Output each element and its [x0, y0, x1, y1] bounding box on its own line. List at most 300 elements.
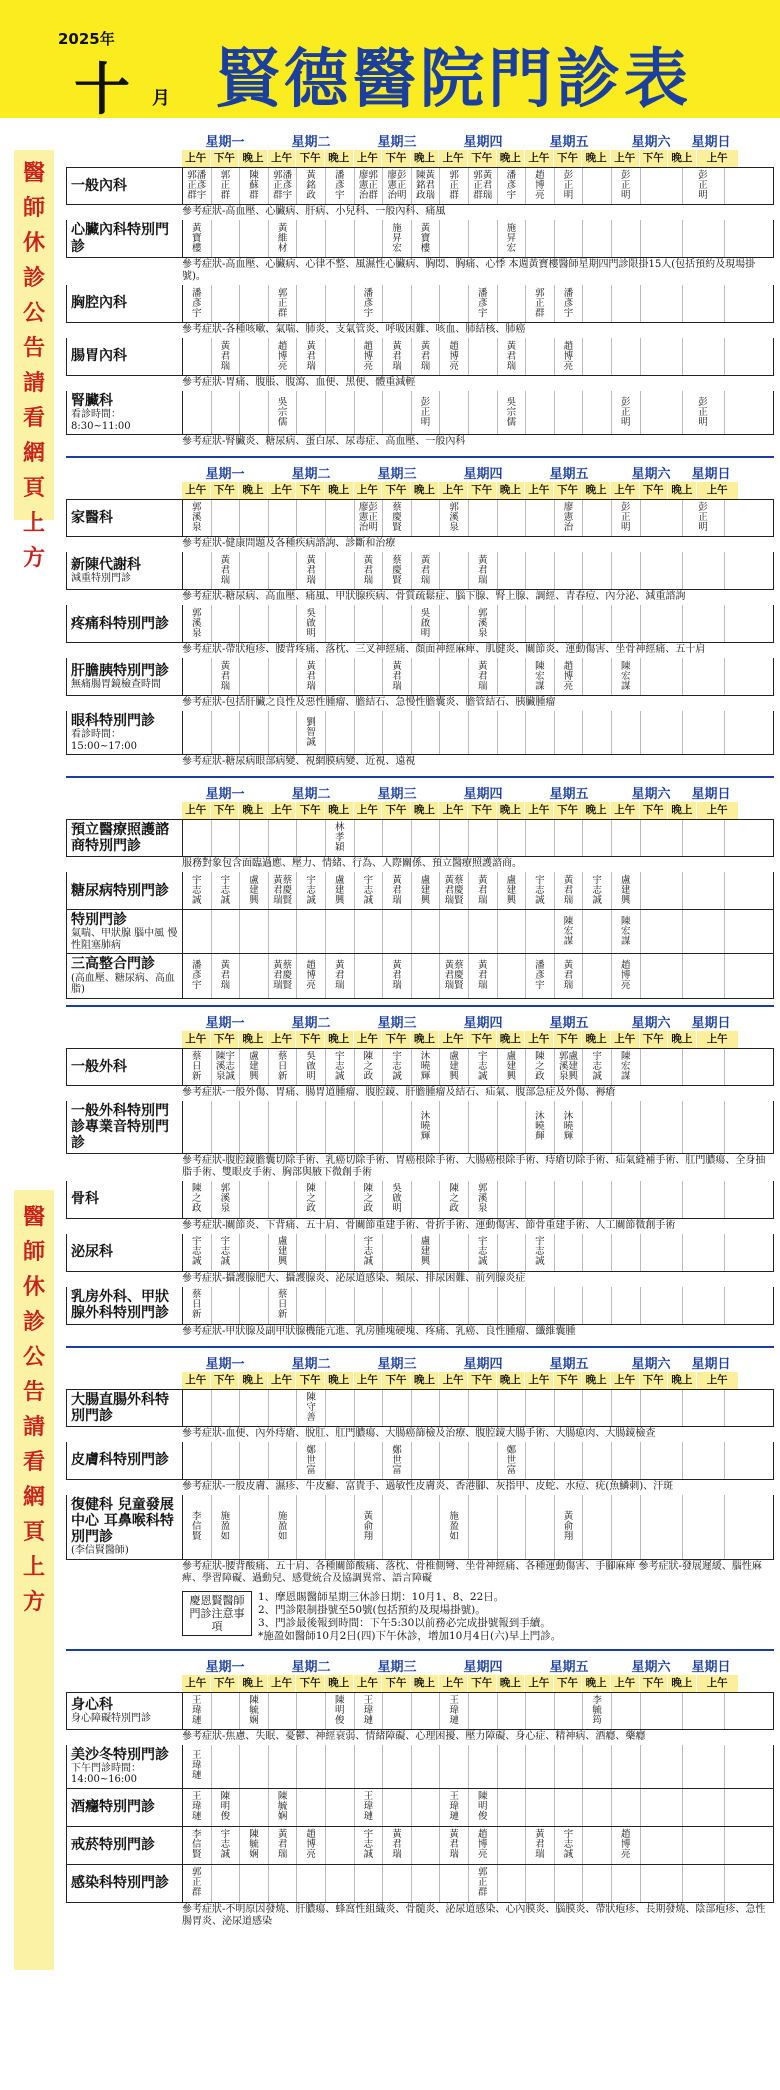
slot-header: 下午 [211, 482, 240, 499]
department-title: 家醫科 [71, 510, 113, 527]
doctor-cell: 彭 正 明 [612, 168, 641, 204]
department-title: 疼痛科特別門診 [71, 615, 169, 632]
month-unit: 月 [152, 88, 170, 109]
doctor-cell: 趙 博 亮 [612, 954, 641, 997]
doctor-cell [240, 1390, 269, 1426]
doctor-cell [212, 500, 241, 536]
slot-header: 下午 [554, 1031, 583, 1048]
doctor-cell [526, 220, 555, 257]
slot-header: 晚上 [497, 150, 526, 167]
department-row [66, 954, 774, 998]
doctor-cell: 郭盧 溪建 泉興 [555, 1049, 584, 1085]
department-row [66, 499, 774, 537]
slot-header-row [66, 1675, 774, 1692]
doctor-cell [240, 1865, 269, 1902]
doctor-cell: 黃 君 瑞 [469, 552, 498, 589]
symptom-note: 參考症狀-腰背酸痛、五十肩、各種關節酸痛、落枕、骨椎側彎、坐骨神經痛、各種運動傷害、手腳麻痺 參考症狀-發展遲緩、腦性麻痺、學習障礙、過動兒、感覺統合及協調異常、語言障礙 [182, 1560, 762, 1584]
department-title: 特別門診 [71, 912, 127, 929]
doctor-cell: 陳 宏 謀 [612, 658, 641, 695]
doctor-cell: 趙 博 亮 [612, 1827, 641, 1864]
section-divider [66, 776, 774, 778]
department-name [67, 872, 183, 909]
day-header: 星期六 [631, 1015, 671, 1031]
doctor-cell [383, 820, 412, 856]
doctor-cell [412, 1442, 441, 1479]
slot-header: 晚上 [239, 1031, 268, 1048]
day-header: 星期六 [631, 1356, 671, 1372]
doctor-cell: 郭 正 群 [212, 168, 241, 204]
department-title: 三高整合門診 [71, 956, 155, 973]
slot-header: 下午 [554, 1675, 583, 1692]
doctor-cell [383, 605, 412, 642]
doctor-cell: 黃 君 瑞 [440, 1827, 469, 1864]
doctor-cell: 宇 志 誠 [212, 872, 241, 909]
doctor-cell: 郭 溪 泉 [469, 605, 498, 642]
doctor-cell [412, 1745, 441, 1788]
slot-header: 上午 [439, 1675, 468, 1692]
page-title: 賢德醫院門診表 [216, 42, 692, 117]
doctor-cell [583, 910, 612, 953]
slot-header: 晚上 [325, 1675, 354, 1692]
symptom-note: 參考症狀-不明原因發燒、肝膿瘍、蜂窩性組織炎、骨髓炎、泌尿道感染、心內膜炎、腦膜炎、帶狀疱疹、長期發燒、陰部疱疹、急性腸胃炎、泌尿道感染 [182, 1903, 766, 1927]
department-title: 腸胃內科 [71, 348, 127, 365]
department-row [66, 658, 774, 696]
doctor-cell: 沐 曉 輝 [412, 1049, 441, 1085]
slot-header-spacer [66, 802, 182, 819]
doctor-cell [469, 820, 498, 856]
doctor-cell [269, 552, 298, 589]
doctor-cell [183, 910, 212, 953]
doctor-cell [469, 711, 498, 754]
doctor-cell [641, 1287, 683, 1324]
doctor-cell [440, 605, 469, 642]
doctor-cell [469, 1693, 498, 1729]
department-title: 眼科特別門診 [71, 713, 155, 730]
doctor-cell [183, 338, 212, 375]
doctor-cell [297, 910, 326, 953]
doctor-cell [526, 552, 555, 589]
footnote-lines [252, 1591, 561, 1643]
day-header: 星期二 [291, 1015, 331, 1031]
slot-header: 晚上 [497, 1675, 526, 1692]
department-row [66, 711, 774, 755]
slot-header: 下午 [382, 1031, 411, 1048]
doctor-cell: 施 盈 如 [269, 1495, 298, 1559]
doctor-cell [183, 820, 212, 856]
doctor-cell [326, 552, 355, 589]
doctor-cell: 王 瑋 璉 [440, 1789, 469, 1826]
doctor-cell [355, 391, 384, 434]
schedule-section [66, 1649, 774, 1930]
slot-header: 下午 [640, 482, 669, 499]
doctor-cell [240, 1789, 269, 1826]
doctor-cell [583, 391, 612, 434]
doctor-cell [583, 1390, 612, 1426]
doctor-cell: 陳 之 政 [297, 1181, 326, 1218]
doctor-cell [355, 220, 384, 257]
department-row [66, 1692, 774, 1730]
doctor-cell [297, 220, 326, 257]
day-header: 星期五 [549, 787, 589, 803]
department-name [67, 1693, 183, 1729]
doctor-cell [212, 391, 241, 434]
doctor-cell [583, 168, 612, 204]
doctor-cell: 施 昇 宏 [498, 220, 527, 257]
day-header: 星期日 [691, 1015, 731, 1031]
doctor-cell [583, 605, 612, 642]
doctor-cell [240, 1745, 269, 1788]
doctor-cell [440, 1234, 469, 1271]
doctor-cell [555, 220, 584, 257]
doctor-cell [240, 711, 269, 754]
doctor-cell [212, 1745, 241, 1788]
department-row [66, 552, 774, 590]
department-name [67, 711, 183, 754]
department-title: 預立醫療照護諮商特別門診 [71, 822, 169, 855]
doctor-cell [498, 500, 527, 536]
slot-header: 上午 [697, 482, 739, 499]
doctor-cell: 趙 博 亮 [297, 954, 326, 997]
day-header: 星期三 [377, 1015, 417, 1031]
slot-header: 上午 [354, 1372, 383, 1389]
doctor-cell [683, 820, 725, 856]
doctor-cell: 宇 志 誠 [526, 1234, 555, 1271]
doctor-cell [355, 1745, 384, 1788]
slot-header-row [66, 482, 774, 499]
department-title: 糖尿病特別門診 [71, 882, 169, 899]
doctor-cell: 郭 溪 泉 [212, 1181, 241, 1218]
doctor-cell: 潘 彥 宇 [498, 168, 527, 204]
day-header: 星期六 [631, 135, 671, 150]
doctor-cell [440, 820, 469, 856]
doctor-cell [326, 1827, 355, 1864]
slot-header: 晚上 [239, 802, 268, 819]
doctor-cell [526, 1181, 555, 1218]
doctor-cell [412, 1287, 441, 1324]
doctor-cell: 郭潘 正彥 群宇 [269, 168, 298, 204]
department-name [67, 338, 183, 375]
slot-header: 上午 [354, 150, 383, 167]
doctor-cell [641, 872, 683, 909]
department-name [67, 1865, 183, 1902]
doctor-cell [326, 338, 355, 375]
department-name [67, 1827, 183, 1864]
day-header: 星期四 [463, 1015, 503, 1031]
day-header: 星期一 [205, 135, 245, 150]
doctor-cell [212, 1390, 241, 1426]
doctor-cell [240, 658, 269, 695]
doctor-cell: 廖 憲 治 [555, 500, 584, 536]
symptom-note: 參考症狀-糖尿病、高血壓、痛風、甲狀腺疾病、骨質疏鬆症、腦下腺、腎上腺、調經、青春痘、內分泌、減重諮詢 [182, 591, 686, 603]
doctor-cell [469, 910, 498, 953]
doctor-cell: 吳 啟 明 [297, 605, 326, 642]
slot-header-spacer [66, 1372, 182, 1389]
slot-header: 上午 [182, 1675, 211, 1692]
doctor-cell [269, 500, 298, 536]
doctor-cell: 宇 志 誠 [326, 1049, 355, 1085]
section-divider [66, 1649, 774, 1651]
doctor-cell [183, 552, 212, 589]
doctor-cell [212, 1442, 241, 1479]
doctor-cell: 潘 彥 宇 [355, 285, 384, 322]
doctor-cell [612, 1101, 641, 1153]
doctor-cell [269, 1442, 298, 1479]
slot-header: 晚上 [497, 802, 526, 819]
doctor-cell [326, 1495, 355, 1559]
department-title: 一般外科 [71, 1058, 127, 1075]
doctor-cell: 黃 寶 樓 [412, 220, 441, 257]
slot-header: 晚上 [497, 1031, 526, 1048]
slot-header: 晚上 [668, 802, 697, 819]
slot-header: 下午 [382, 1675, 411, 1692]
slot-header: 上午 [439, 802, 468, 819]
doctor-cell [212, 1101, 241, 1153]
doctor-cell [583, 1234, 612, 1271]
doctor-cell [641, 1181, 683, 1218]
slot-header-row [66, 1031, 774, 1048]
department-title: 骨科 [71, 1191, 99, 1208]
doctor-cell [412, 1693, 441, 1729]
department-row [66, 1789, 774, 1827]
slot-header: 晚上 [239, 482, 268, 499]
doctor-cell: 王 瑋 璉 [355, 1693, 384, 1729]
doctor-cell [683, 220, 725, 257]
day-header-row [66, 1011, 774, 1031]
doctor-cell: 盧 建 興 [498, 1049, 527, 1085]
doctor-cell: 沐 曉 輝 [555, 1101, 584, 1153]
doctor-cell [326, 605, 355, 642]
department-title: 復健科 兒童發展中心 耳鼻喉科特別門診 [71, 1497, 174, 1546]
doctor-cell: 宇 志 誠 [355, 872, 384, 909]
slot-header: 下午 [211, 150, 240, 167]
slot-header: 上午 [611, 482, 640, 499]
doctor-cell [612, 1865, 641, 1902]
doctor-cell [583, 220, 612, 257]
symptom-note: 參考症狀-糖尿病眼部病變、視網膜病變、近視、遠視 [182, 756, 416, 768]
doctor-cell: 宇 志 誠 [469, 1049, 498, 1085]
slot-header: 晚上 [411, 150, 440, 167]
doctor-cell [183, 658, 212, 695]
doctor-cell [555, 605, 584, 642]
doctor-cell [326, 1234, 355, 1271]
doctor-cell [440, 285, 469, 322]
slot-header: 上午 [268, 150, 297, 167]
day-header: 星期六 [631, 1659, 671, 1675]
doctor-cell [269, 711, 298, 754]
day-header: 星期三 [377, 467, 417, 483]
doctor-cell [269, 1390, 298, 1426]
doctor-cell [412, 1495, 441, 1559]
doctor-cell [469, 1287, 498, 1324]
doctor-cell [641, 954, 683, 997]
doctor-cell [583, 1101, 612, 1153]
doctor-cell: 郭 溪 泉 [440, 500, 469, 536]
doctor-cell: 宇 志 誠 [555, 1827, 584, 1864]
doctor-cell [469, 1745, 498, 1788]
doctor-cell [583, 1865, 612, 1902]
department-title: 大腸直腸外科特別門診 [71, 1391, 169, 1424]
doctor-cell: 李 毓 筠 [583, 1693, 612, 1729]
slot-header: 下午 [382, 1372, 411, 1389]
doctor-cell [440, 391, 469, 434]
doctor-cell [412, 285, 441, 322]
doctor-cell: 黃 俞 翔 [555, 1495, 584, 1559]
department-row [66, 1827, 774, 1865]
doctor-cell [440, 1101, 469, 1153]
doctor-cell: 廖彭 憲正 治明 [383, 168, 412, 204]
slot-header: 下午 [554, 482, 583, 499]
slot-header: 上午 [268, 1031, 297, 1048]
doctor-cell [526, 1287, 555, 1324]
department-name [67, 605, 183, 642]
department-name [67, 168, 183, 204]
slot-header: 上午 [268, 482, 297, 499]
doctor-cell [641, 168, 683, 204]
doctor-cell: 郭 正 群 [440, 168, 469, 204]
doctor-cell: 黃 君 瑞 [469, 954, 498, 997]
schedule-section [66, 130, 774, 450]
doctor-cell [383, 1234, 412, 1271]
slot-header: 上午 [182, 802, 211, 819]
footnote-line: 1、摩恩賜醫師星期三休診日期：10月1、8、22日。 [258, 1590, 505, 1603]
doctor-cell [326, 1442, 355, 1479]
doctor-cell [612, 820, 641, 856]
doctor-cell [269, 1745, 298, 1788]
day-header-row [66, 1352, 774, 1372]
doctor-cell [269, 1181, 298, 1218]
slot-header: 上午 [611, 1372, 640, 1389]
doctor-cell [212, 910, 241, 953]
doctor-cell: 黃 俞 翔 [355, 1495, 384, 1559]
doctor-cell: 鄭 世 富 [383, 1442, 412, 1479]
doctor-cell [297, 285, 326, 322]
doctor-cell [555, 1234, 584, 1271]
doctor-cell [269, 820, 298, 856]
doctor-cell: 王 瑋 璉 [183, 1693, 212, 1729]
doctor-cell [583, 820, 612, 856]
doctor-cell [555, 552, 584, 589]
doctor-cell: 黃 君 瑞 [212, 338, 241, 375]
symptom-note: 參考症狀-焦慮、失眠、憂鬱、神經衰弱、情緒障礙、心理困擾、壓力障礙、身心症、精神病、酒癮、藥癮 [182, 1730, 646, 1742]
slot-header: 晚上 [411, 1675, 440, 1692]
doctor-cell [641, 1101, 683, 1153]
doctor-cell: 黃 維 材 [269, 220, 298, 257]
doctor-cell [297, 820, 326, 856]
slot-header: 下午 [296, 1372, 325, 1389]
doctor-cell [240, 910, 269, 953]
department-row [66, 1495, 774, 1560]
department-name [67, 820, 183, 856]
doctor-cell [269, 1865, 298, 1902]
day-header: 星期四 [463, 1659, 503, 1675]
slot-header-row [66, 150, 774, 167]
doctor-cell [326, 500, 355, 536]
department-name [67, 1234, 183, 1271]
doctor-cell: 彭 正 明 [412, 391, 441, 434]
doctor-cell [583, 658, 612, 695]
slot-header-spacer [66, 482, 182, 499]
doctor-cell [383, 1287, 412, 1324]
department-row [66, 1181, 774, 1219]
slot-header: 下午 [640, 1675, 669, 1692]
doctor-cell [526, 391, 555, 434]
department-row [66, 605, 774, 643]
day-header: 星期三 [377, 135, 417, 150]
doctor-cell: 陳 守 善 [297, 1390, 326, 1426]
slot-header: 上午 [525, 1372, 554, 1389]
doctor-cell: 潘 彥 宇 [326, 168, 355, 204]
doctor-cell: 蔡 日 新 [183, 1287, 212, 1324]
slot-header: 晚上 [411, 1372, 440, 1389]
slot-header: 下午 [382, 482, 411, 499]
doctor-cell [498, 1495, 527, 1559]
section-divider [66, 456, 774, 458]
doctor-cell [498, 1101, 527, 1153]
doctor-cell: 盧 建 興 [412, 1234, 441, 1271]
doctor-cell [412, 1390, 441, 1426]
doctor-cell [683, 872, 725, 909]
doctor-cell: 蔡 日 新 [269, 1287, 298, 1324]
doctor-cell: 黃 君 瑞 [297, 338, 326, 375]
month-number: 十 [74, 57, 128, 123]
day-header: 星期一 [205, 1015, 245, 1031]
slot-header: 上午 [439, 482, 468, 499]
doctor-cell [297, 1234, 326, 1271]
doctor-cell: 陳宇 溪志 泉誠 [212, 1049, 241, 1085]
doctor-cell [498, 1693, 527, 1729]
doctor-cell [212, 220, 241, 257]
doctor-cell: 陳黃 銘君 政瑞 [412, 168, 441, 204]
doctor-cell [355, 1287, 384, 1324]
doctor-cell [498, 552, 527, 589]
day-header: 星期二 [291, 467, 331, 483]
doctor-cell: 黃 君 瑞 [383, 872, 412, 909]
slot-header: 上午 [268, 802, 297, 819]
doctor-cell [383, 285, 412, 322]
doctor-cell: 郭 正 群 [269, 285, 298, 322]
doctor-cell [240, 391, 269, 434]
day-header: 星期二 [291, 787, 331, 803]
doctor-cell: 陳 宏 謀 [612, 1049, 641, 1085]
doctor-cell [412, 711, 441, 754]
doctor-cell [683, 1495, 725, 1559]
doctor-cell [326, 285, 355, 322]
doctor-cell: 潘 彥 宇 [183, 285, 212, 322]
symptom-note: 服務對象包含面臨過應、壓力、情緒、行為、人際關係、預立醫療照護諮商。 [182, 858, 522, 870]
doctor-cell: 沐 曉 輝 [526, 1101, 555, 1153]
doctor-cell [612, 1693, 641, 1729]
doctor-cell: 黃 君 瑞 [383, 338, 412, 375]
doctor-cell [555, 1390, 584, 1426]
doctor-cell [269, 1101, 298, 1153]
doctor-cell [240, 285, 269, 322]
doctor-cell [583, 1442, 612, 1479]
doctor-cell [683, 1287, 725, 1324]
slot-header: 晚上 [582, 482, 611, 499]
doctor-cell: 李 信 賢 [183, 1827, 212, 1864]
doctor-cell: 盧 建 興 [440, 1049, 469, 1085]
slot-header: 上午 [611, 802, 640, 819]
doctor-cell [683, 552, 725, 589]
slot-header: 晚上 [582, 802, 611, 819]
footnote-label: 慶恩賢醫師門診注意事項 [182, 1591, 252, 1636]
day-header: 星期日 [691, 1659, 731, 1675]
slot-header: 上午 [525, 482, 554, 499]
doctor-cell [583, 1181, 612, 1218]
doctor-cell [183, 1101, 212, 1153]
department-row [66, 1442, 774, 1480]
doctor-cell: 宇 志 誠 [469, 1234, 498, 1271]
